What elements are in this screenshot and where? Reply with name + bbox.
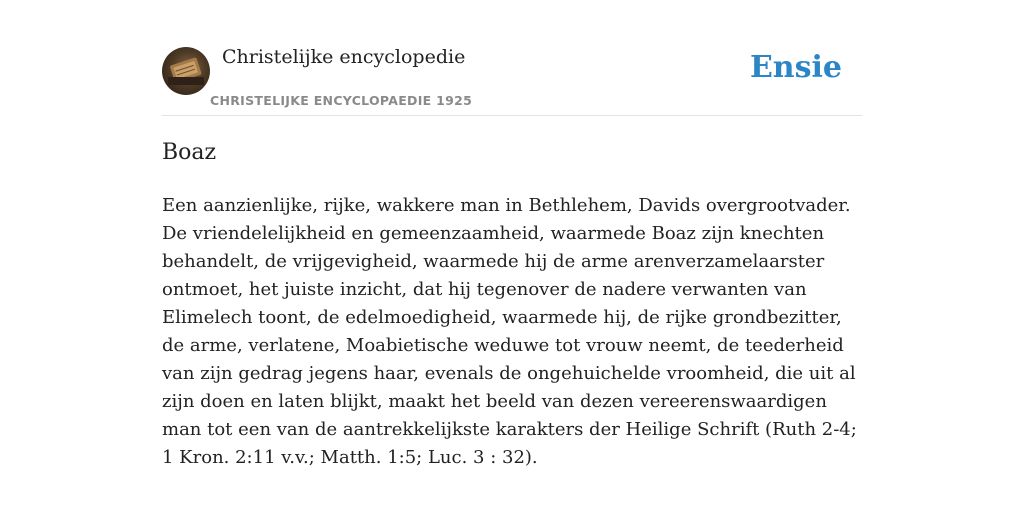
source-title[interactable]: Christelijke encyclopedie (222, 46, 466, 68)
source-avatar[interactable] (162, 47, 210, 95)
source-subtitle[interactable]: CHRISTELIJKE ENCYCLOPAEDIE 1925 (210, 93, 473, 108)
entry-title: Boaz (162, 140, 217, 165)
book-image-icon (162, 47, 210, 95)
ensie-logo[interactable]: Ensie (749, 50, 842, 85)
entry-body: Een aanzienlijke, rijke, wakkere man in Bethlehem, Davids overgrootvader. De vriendelelijkheid en gemeenzaamheid, waarmede Boaz zijn knechten behandelt, de vrijgevigheid, waarmede hij de arme arenverzamelaarster ontmoet, het juiste inzicht, dat hij tegenover de nadere verwanten van Elimelech toont, de edelmoedigheid, waarmede hij, de rijke grondbezitter, de arme, verlatene, Moabietische weduwe tot vrouw neemt, de teederheid van zijn gedrag jegens haar, evenals de ongehuichelde vroomheid, die uit al zijn doen en laten blijkt, maakt het beeld van dezen vereerenswaardigen man tot een van de aantrekkelijkste karakters der Heilige Schrift (Ruth 2-4; 1 Kron. 2:11 v.v.; Matth. 1:5; Luc. 3 : 32). (162, 195, 857, 468)
source-header (162, 46, 862, 116)
